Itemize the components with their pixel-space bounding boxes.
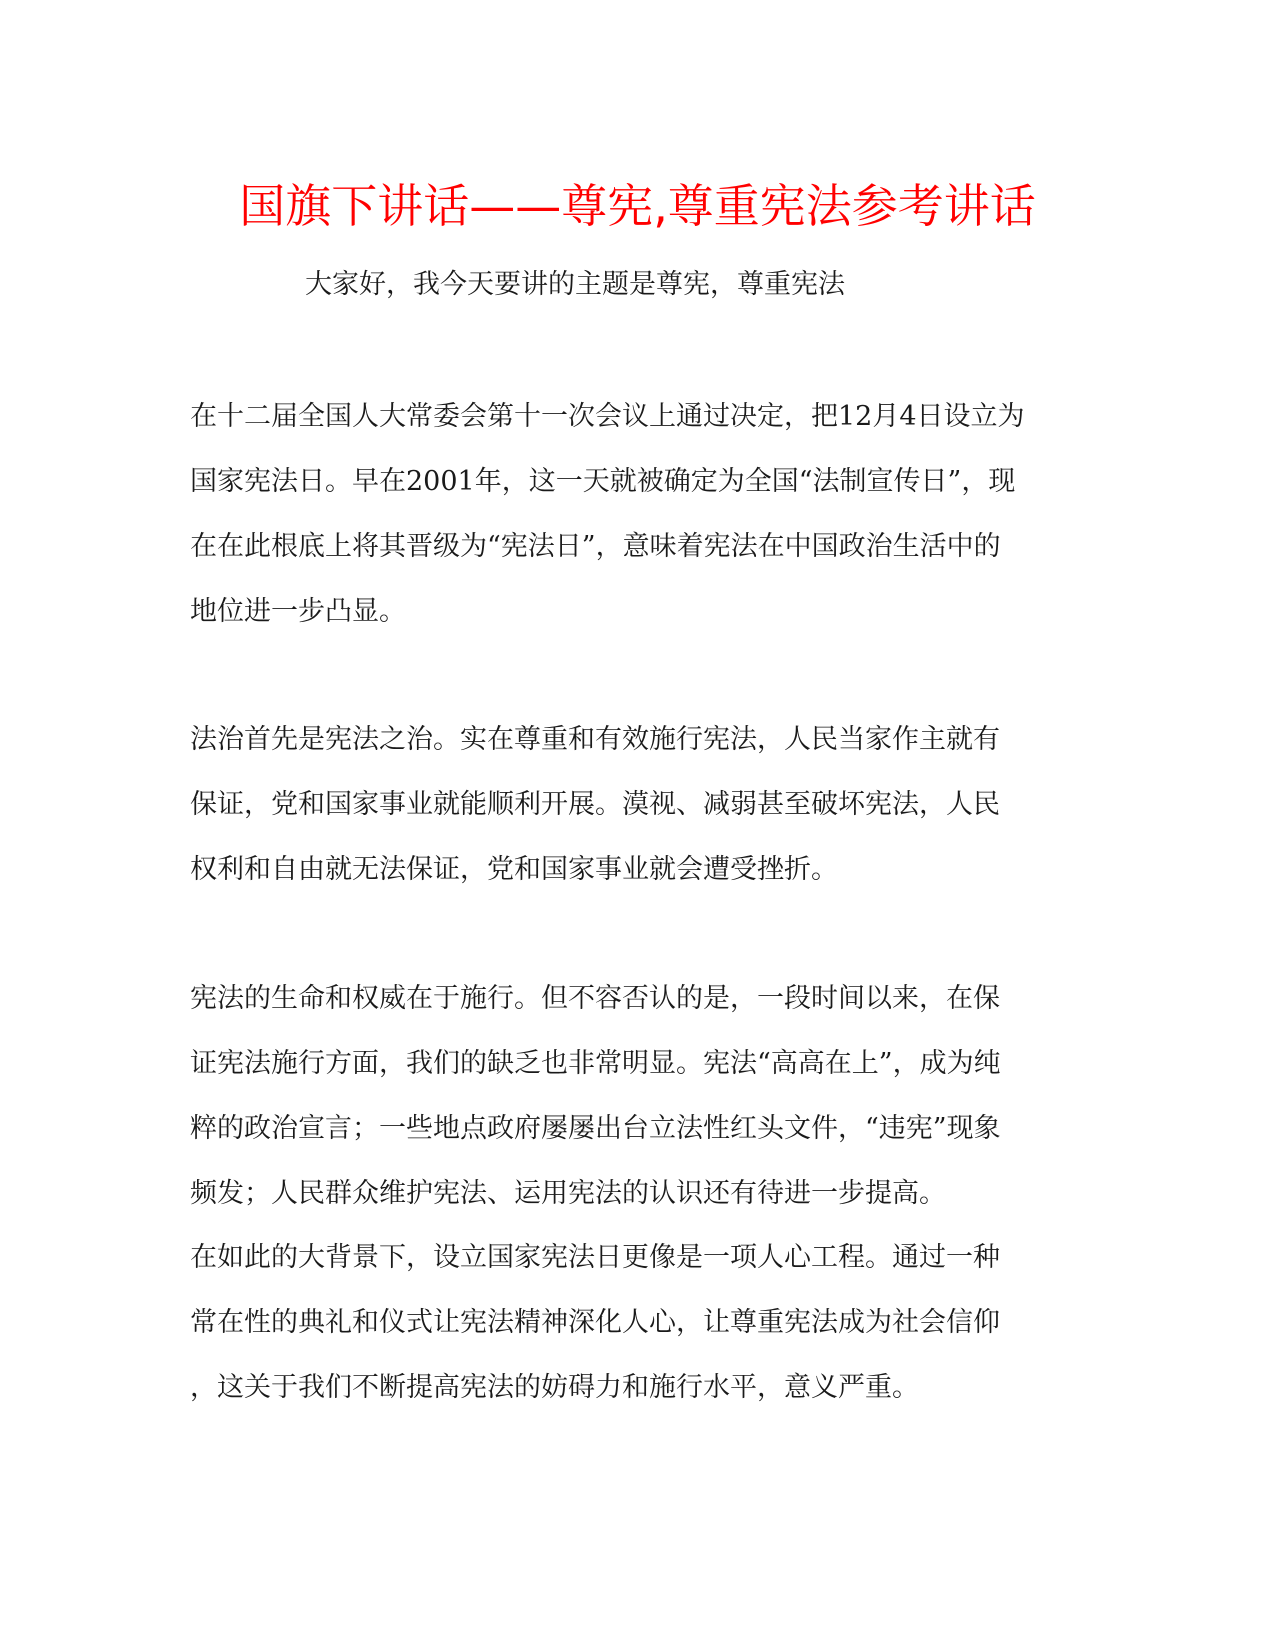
- paragraph-line: 在在此根底上将其晋级为“宪法日”，意味着宪法在中国政治生活中的: [190, 531, 1001, 562]
- paragraph-line: 国家宪法日。早在2001年，这一天就被确定为全国“法制宣传日”，现: [190, 466, 1016, 497]
- paragraph-line: 频发；人民群众维护宪法、运用宪法的认识还有待进一步提高。: [190, 1178, 946, 1209]
- paragraph-line: 在如此的大背景下，设立国家宪法日更像是一项人心工程。通过一种: [190, 1242, 1000, 1273]
- paragraph-line: 常在性的典礼和仪式让宪法精神深化人心，让尊重宪法成为社会信仰: [190, 1307, 1000, 1338]
- document-title: 国旗下讲话——尊宪,尊重宪法参考讲话: [239, 179, 1036, 233]
- paragraph-line: 粹的政治宣言；一些地点政府屡屡出台立法性红头文件，“违宪”现象: [190, 1113, 1001, 1144]
- paragraph-line: 宪法的生命和权威在于施行。但不容否认的是，一段时间以来，在保: [190, 983, 1000, 1014]
- document-subtitle: 大家好，我今天要讲的主题是尊宪，尊重宪法: [305, 269, 845, 300]
- paragraph-line: 地位进一步凸显。: [190, 596, 406, 627]
- paragraph-line: 证宪法施行方面，我们的缺乏也非常明显。宪法“高高在上”，成为纯: [190, 1048, 1001, 1079]
- paragraph-3: [190, 966, 1001, 1226]
- paragraph-line: 权利和自由就无法保证，党和国家事业就会遭受挫折。: [190, 854, 838, 885]
- paragraph-line: 法治首先是宪法之治。实在尊重和有效施行宪法，人民当家作主就有: [190, 724, 1000, 755]
- paragraph-line: 保证，党和国家事业就能顺利开展。漠视、减弱甚至破坏宪法，人民: [190, 789, 1000, 820]
- paragraph-line: ，这关于我们不断提高宪法的妨碍力和施行水平，意义严重。: [190, 1372, 919, 1403]
- paragraph-4: [190, 1225, 1000, 1420]
- paragraph-2: [190, 707, 1000, 902]
- paragraph-1: [190, 384, 1025, 644]
- paragraph-line: 在十二届全国人大常委会第十一次会议上通过决定，把12月4日设立为: [190, 401, 1025, 432]
